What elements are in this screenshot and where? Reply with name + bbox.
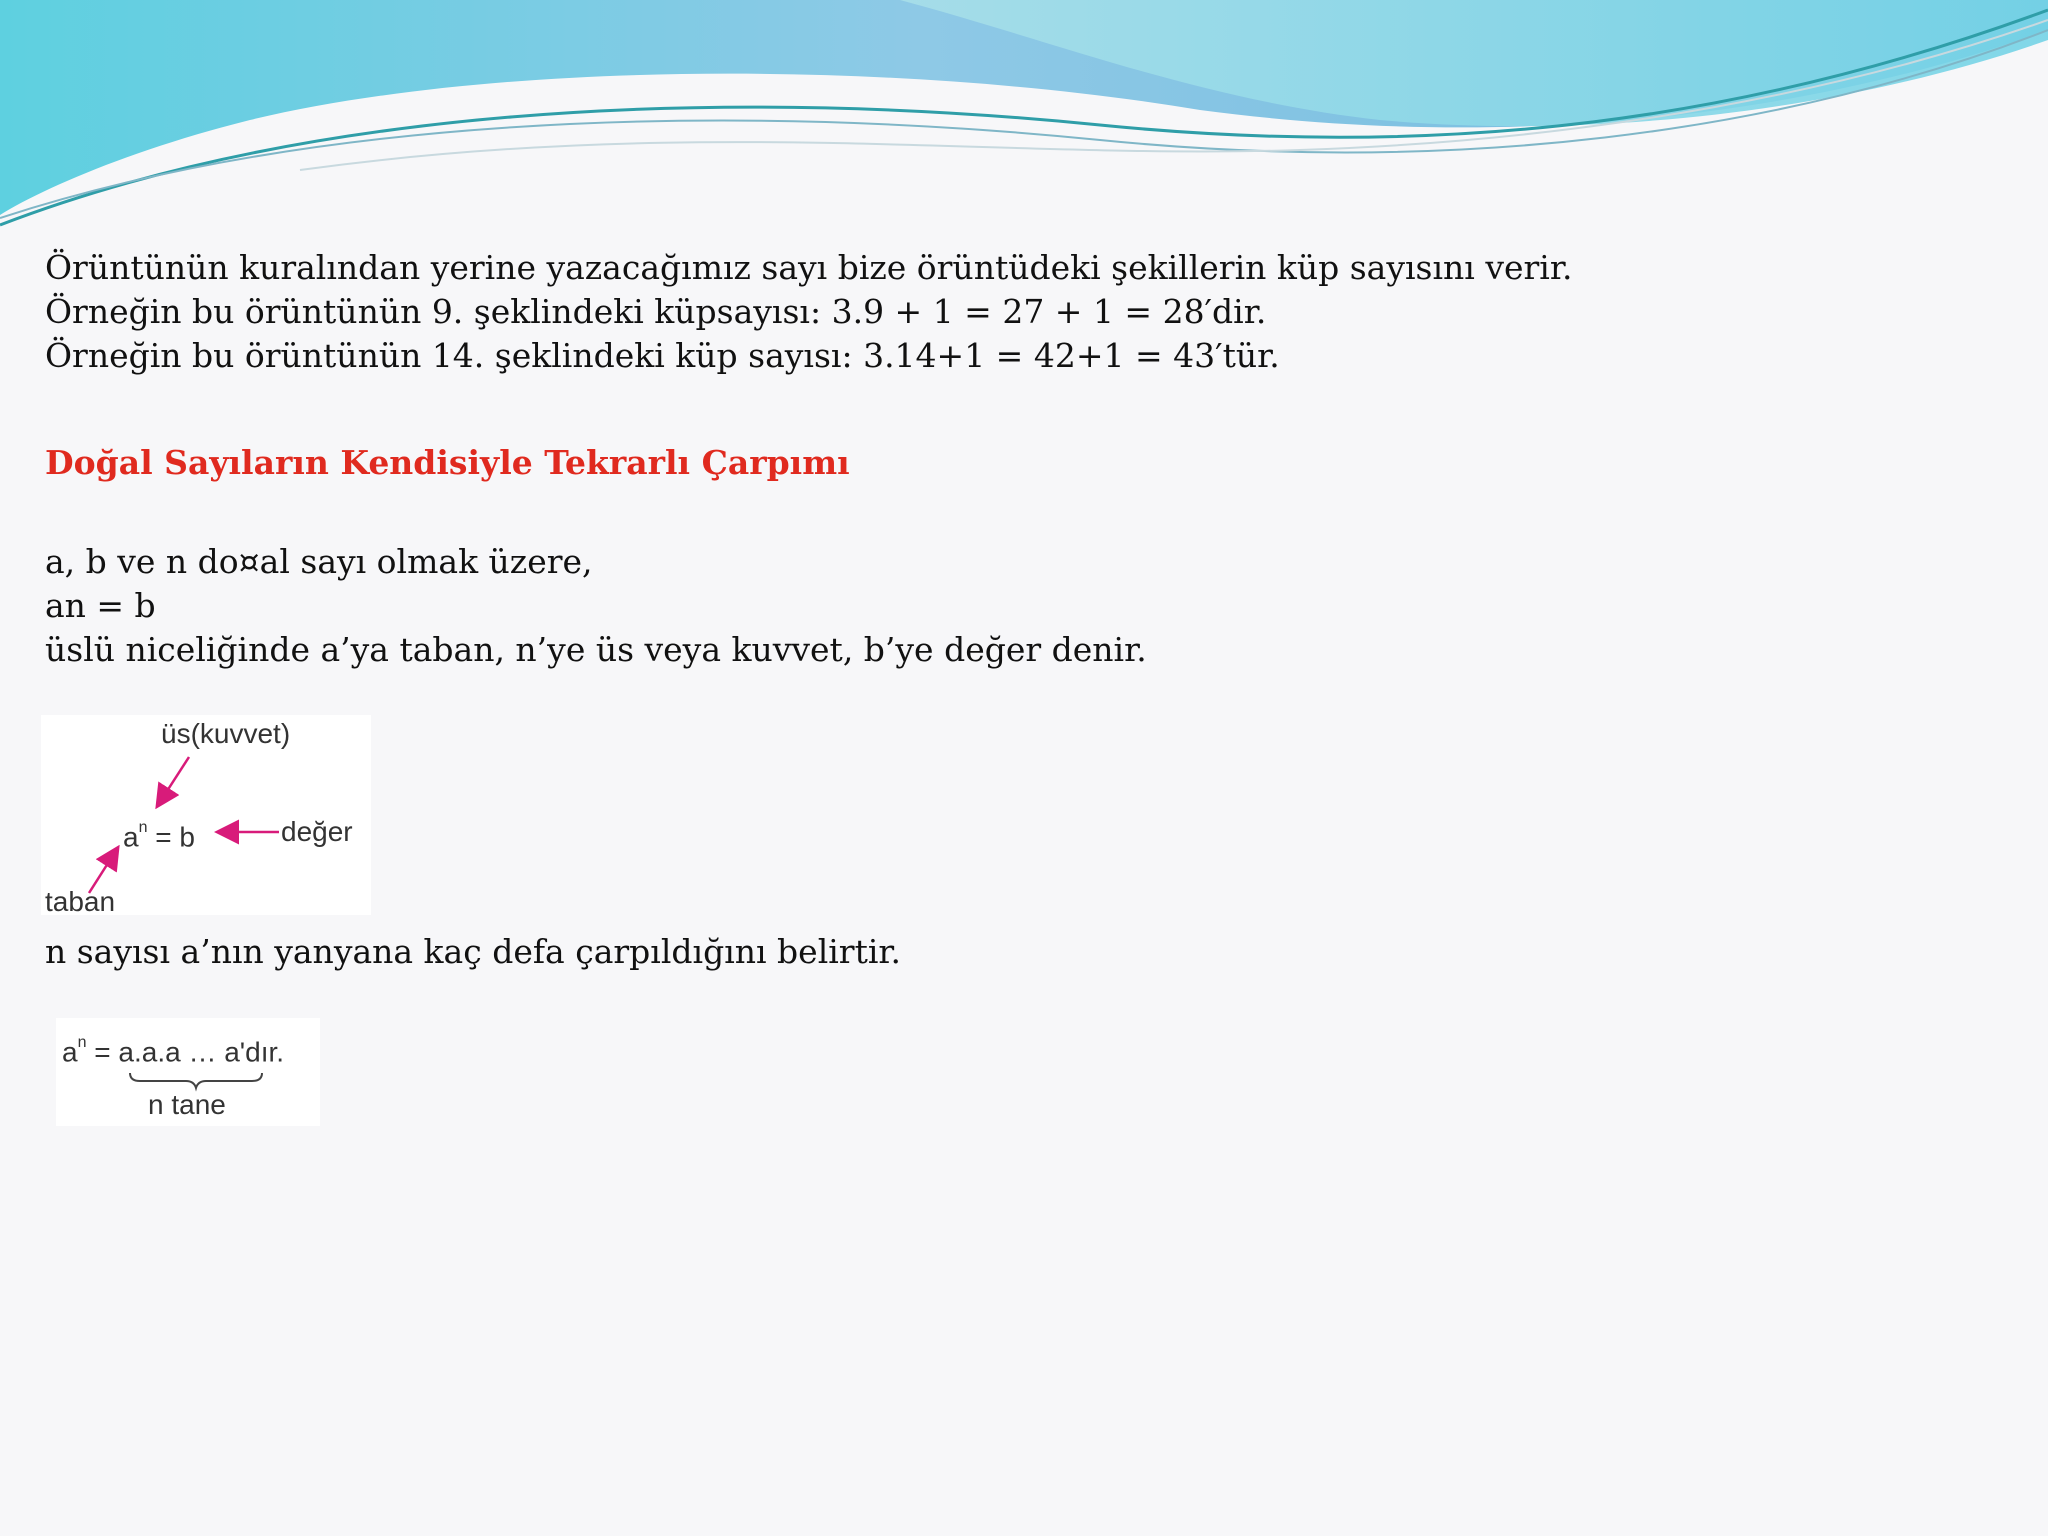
paragraph-line: n sayısı a’nın yanyana kaç defa çarpıldığını belirtir. <box>45 932 902 971</box>
repeated-multiplication-figure <box>56 1018 320 1126</box>
brace-label: n tane <box>148 1089 226 1120</box>
base-label: taban <box>45 886 116 917</box>
paragraph-line: Örneğin bu örüntünün 14. şeklindeki küp sayısı: 3.14+1 = 42+1 = 43′tür. <box>45 336 1280 375</box>
base-symbol: a <box>123 821 139 853</box>
paragraph-line: Örneğin bu örüntünün 9. şeklindeki küpsayısı: 3.9 + 1 = 27 + 1 = 28′dir. <box>45 292 1267 331</box>
base-symbol: a <box>62 1036 78 1068</box>
paragraph-line: an = b <box>45 586 156 625</box>
exponent-symbol: n <box>77 1034 87 1051</box>
arrow-base <box>89 849 117 893</box>
paragraph-line: Örüntünün kuralından yerine yazacağımız sayı bize örüntüdeki şekillerin küp sayısını verir. <box>45 248 1573 287</box>
exponent-diagram <box>41 715 371 915</box>
expression: = a.a.a … a'dır. <box>94 1036 285 1068</box>
paragraph-line: üslü niceliğinde a’ya taban, n’ye üs veya kuvvet, b’ye değer denir. <box>45 630 1147 669</box>
paragraph-line: a, b ve n do¤al sayı olmak üzere, <box>45 542 593 581</box>
section-heading: Doğal Sayıların Kendisiyle Tekrarlı Çarpımı <box>45 443 850 482</box>
arrow-exponent <box>158 757 189 805</box>
value-label: değer <box>281 816 353 847</box>
exponent-symbol: n <box>138 819 148 836</box>
diagram-arrows <box>41 715 371 915</box>
exponent-label: üs(kuvvet) <box>161 718 291 749</box>
header-wave-decoration <box>0 0 2048 240</box>
equals-b: = b <box>155 821 195 853</box>
